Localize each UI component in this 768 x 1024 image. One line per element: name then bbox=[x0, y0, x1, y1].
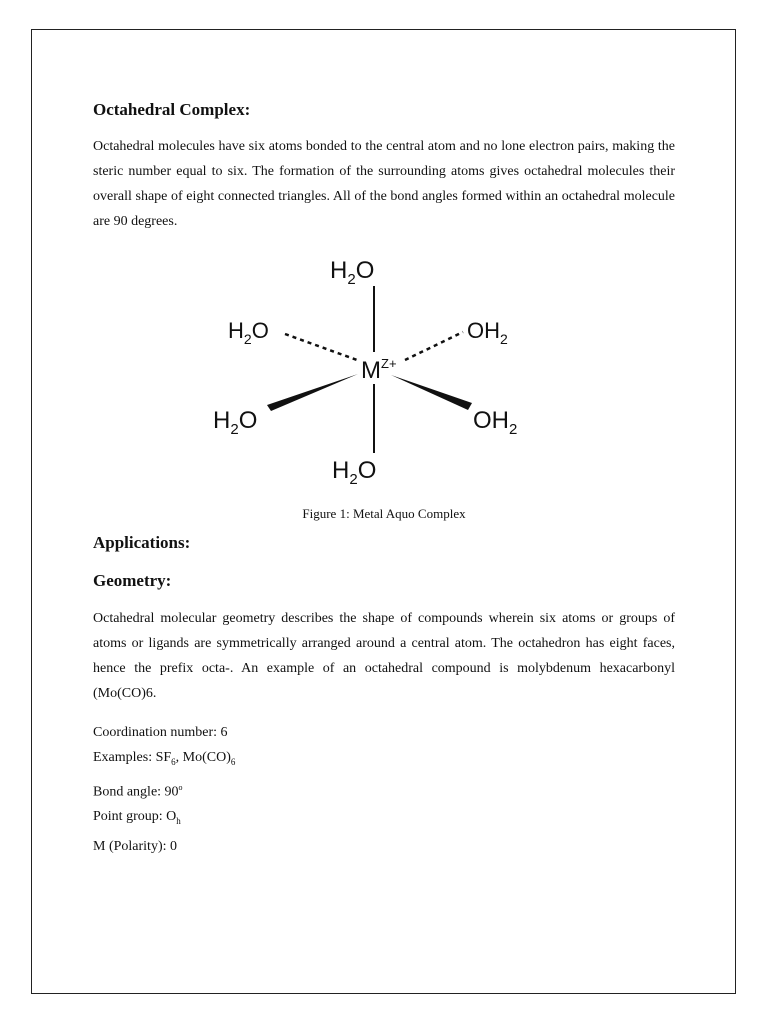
ligand-lower-right: $OH_2$ bbox=[473, 407, 518, 438]
paragraph-geometry bbox=[93, 606, 675, 706]
paragraph-line: Octahedral molecules have six atoms bonded to the central atom and no lone electron pairs, bbox=[93, 139, 609, 154]
paragraph-line: gives octahedral molecules their overall shape of eight connected triangles. All of the bond bbox=[93, 164, 676, 204]
central-metal: $M^{Z+}$ bbox=[361, 356, 397, 384]
polarity: Μ (Polarity): 0 bbox=[93, 839, 177, 855]
figure-caption: Figure 1: Metal Aquo Complex bbox=[302, 506, 466, 521]
point-group: Point group: $O_h$ bbox=[93, 809, 181, 827]
paragraph-line: Octahedral molecular geometry describes the shape of compounds wherein six atoms or groups bbox=[93, 611, 658, 626]
ligand-top: $H_2O$ bbox=[330, 257, 375, 288]
paragraph-line: of atoms or ligands are symmetrically arranged around a central atom. The octahedron has bbox=[93, 611, 675, 651]
heading-geometry: Geometry: bbox=[93, 571, 172, 590]
bond-lower-left-wedge bbox=[267, 374, 358, 411]
metal-aquo-complex-diagram bbox=[205, 248, 545, 488]
bond-upper-right bbox=[405, 332, 463, 360]
paragraph-octahedral-intro bbox=[93, 134, 675, 234]
ligand-lower-left: $H_2O$ bbox=[213, 407, 258, 438]
ligand-bottom: $H_2O$ bbox=[332, 457, 377, 488]
bond-angle: Bond angle: 90$^o$ bbox=[93, 782, 183, 800]
heading-octahedral-complex: Octahedral Complex: bbox=[93, 100, 251, 119]
paragraph-line: angles formed within an octahedral molecule are 90 degrees. bbox=[93, 189, 676, 229]
paragraph-line: eight faces, hence the prefix octa-. An example of an octahedral compound is molybdenum bbox=[93, 636, 675, 676]
examples: Examples: $SF_6$, $Mo(CO)_6$ bbox=[93, 750, 236, 767]
properties-list bbox=[93, 720, 235, 859]
coordination-number: Coordination number: 6 bbox=[93, 725, 228, 740]
bond-lower-right-wedge bbox=[391, 375, 472, 410]
paragraph-line: hexacarbonyl (Mo(CO)6. bbox=[93, 661, 675, 701]
bond-upper-left bbox=[285, 334, 357, 360]
heading-applications: Applications: bbox=[93, 533, 191, 552]
ligand-upper-left: $H_2O$ bbox=[228, 318, 269, 347]
ligand-upper-right: $OH_2$ bbox=[467, 318, 508, 347]
paragraph-line: making the steric number equal to six. The formation of the surrounding atoms bbox=[93, 139, 675, 179]
